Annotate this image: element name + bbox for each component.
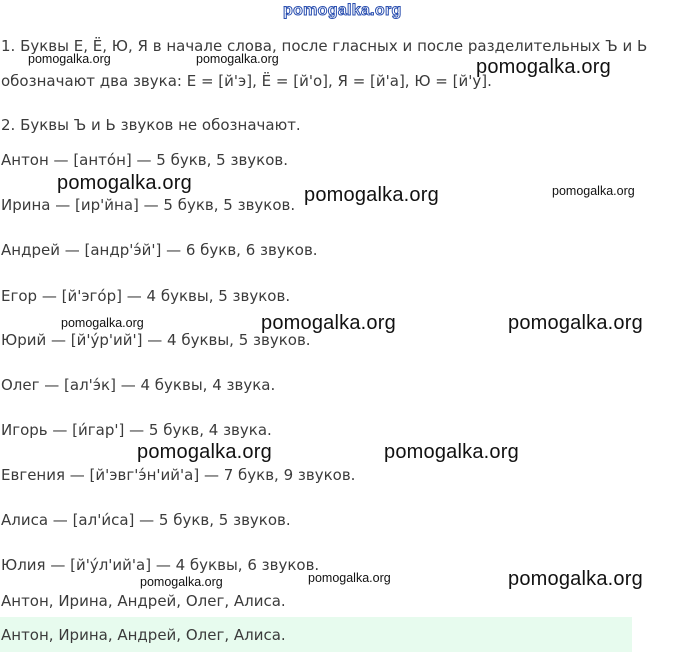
summary-line: Антон, Ирина, Андрей, Олег, Алиса. xyxy=(1,592,286,610)
watermark: pomogalka.org xyxy=(384,441,519,463)
word-line-alisa: Алиса — [ал'и́са] — 5 букв, 5 звуков. xyxy=(1,511,291,529)
watermark: pomogalka.org xyxy=(28,52,111,66)
watermark: pomogalka.org xyxy=(137,441,272,463)
watermark: pomogalka.org xyxy=(508,312,643,334)
watermark: pomogalka.org xyxy=(304,184,439,206)
watermark: pomogalka.org xyxy=(508,568,643,590)
watermark: pomogalka.org xyxy=(261,312,396,334)
rule-line-3: 2. Буквы Ъ и Ь звуков не обозначают. xyxy=(1,116,301,134)
watermark: pomogalka.org xyxy=(196,52,279,66)
word-line-anton: Антон — [антóн] — 5 букв, 5 звуков. xyxy=(1,151,289,169)
word-line-irina: Ирина — [ир'йна] — 5 букв, 5 звуков. xyxy=(1,196,296,214)
word-line-egor: Егор — [й'эго́р] — 4 буквы, 5 звуков. xyxy=(1,287,291,305)
word-line-evgeniya: Евгения — [й'эвг'э́н'ий'а] — 7 букв, 9 звуков. xyxy=(1,466,356,484)
word-line-oleg: Олег — [ал'э́к] — 4 буквы, 4 звука. xyxy=(1,376,276,394)
word-line-yuliya: Юлия — [й'у́л'ий'а] — 4 буквы, 6 звуков. xyxy=(1,556,320,574)
watermark: pomogalka.org xyxy=(57,172,192,194)
answer-text: Антон, Ирина, Андрей, Олег, Алиса. xyxy=(1,626,286,644)
watermark: pomogalka.org xyxy=(61,316,144,330)
word-line-igor: Игорь — [и́гар'] — 5 букв, 4 звука. xyxy=(1,421,272,439)
word-line-andrey: Андрей — [андр'э́й'] — 6 букв, 6 звуков. xyxy=(1,241,318,259)
watermark: pomogalka.org xyxy=(476,56,611,78)
rule-line-1: 1. Буквы Е, Ё, Ю, Я в начале слова, после гласных и после разделительных Ъ и Ь xyxy=(1,37,648,55)
watermark: pomogalka.org xyxy=(552,184,635,198)
watermark: pomogalka.org xyxy=(308,571,391,585)
rule-line-2: обозначают два звука: Е = [й'э], Ё = [й'о], Я = [й'а], Ю = [й'у]. xyxy=(1,72,492,90)
answer-highlight xyxy=(0,617,632,652)
watermark: pomogalka.org xyxy=(140,575,223,589)
word-line-yuriy: Юрий — [й'у́р'ий'] — 4 буквы, 5 звуков. xyxy=(1,331,311,349)
site-watermark-header: pomogalka.org xyxy=(283,2,402,19)
